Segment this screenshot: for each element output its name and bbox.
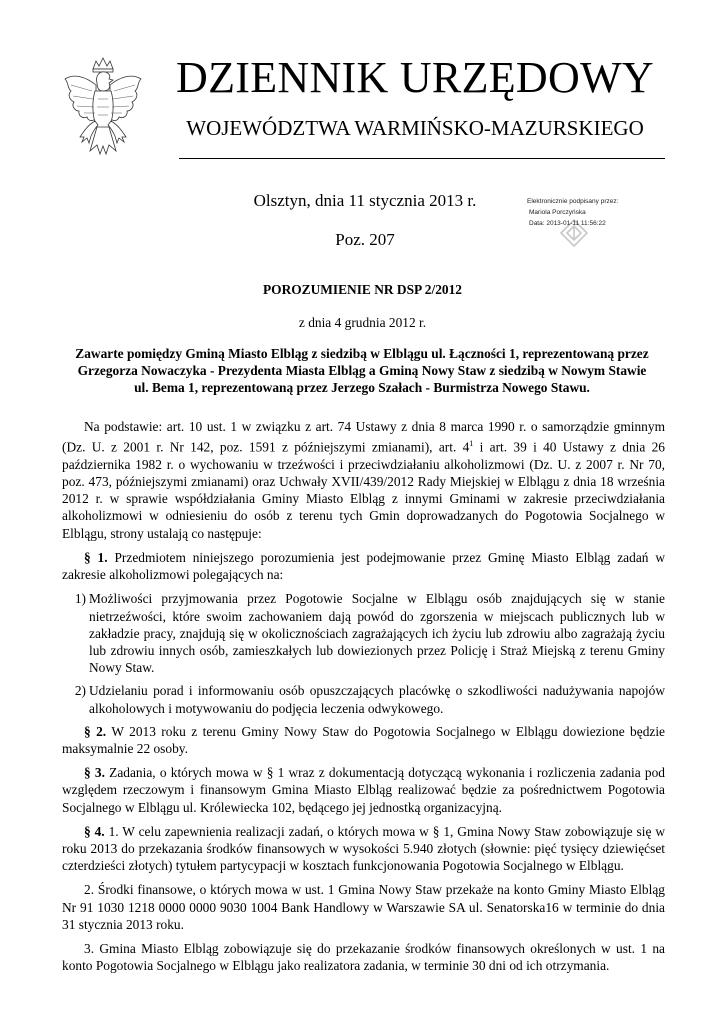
signature-label: Elektronicznie podpisany przez: (527, 198, 619, 205)
signature-name: Mariola Porczyńska (529, 209, 586, 216)
section-mark: § 4. (84, 823, 105, 839)
section-2: § 2. W 2013 roku z terenu Gminy Nowy Staw do Pogotowia Socjalnego w Elblągu dowiezione będzie maksymalnie 22 osoby. (62, 723, 665, 756)
section-mark: § 1. (84, 549, 108, 565)
list-number: 2) (74, 683, 86, 699)
list-text: Możliwości przyjmowania przez Pogotowie Socjalne w Elblągu osób znajdujących się w stanie nietrzeźwości, które swoim zachowaniem dają powód do zgorszenia w miejscach publicznych lub w zakładzie pracy, znajdują się w okolicznościach zagrażających ich życiu lub zdrowiu albo zagrażają życiu lub zdrowiu innych osób, zamieszkałych lub dowiezionych przez Policję i Straż Miejską z terenu Gminy Nowy Staw. (89, 591, 665, 676)
section-mark: § 2. (84, 723, 107, 739)
electronic-signature (527, 196, 677, 256)
position-number: Poz. 207 (335, 230, 395, 249)
document-title: POROZUMIENIE NR DSP 2/2012 (262, 282, 462, 297)
legal-basis-paragraph: Na podstawie: art. 10 ust. 1 w związku z art. 74 Ustawy z dnia 8 marca 1990 r. o samorządzie gminnym (Dz. U. z 2001 r. Nr 142, poz. 1591 z późniejszymi zmianami), art. $4^1$ i art. 39 i 40 Ustawy z dnia 26 października 1982 r. o wychowaniu w trzeźwości i przeciwdziałaniu alkoholizmowi (Dz. U. z 2007 r. Nr 70, poz. 473, późniejszymi zmianami) oraz Uchwały XVII/439/2012 Rady Miejskiej w Elblągu z dnia 18 września 2012 r. w sprawie współdziałania Gminy Miasto Elbląg z innymi Gminami w zakresie przeciwdziałania alkoholizmowi w odniesieniu do osób z terenu tych Gmin doprowadzanych do Pogotowia Socjalnego w Elblągu, strony ustalają co następuje: (62, 419, 666, 541)
place-and-date: Olsztyn, dnia 11 stycznia 2013 r. (253, 191, 477, 210)
section-3: § 3. Zadania, o których mowa w § 1 wraz z dokumentacją dotyczącą wykonania i rozliczenia zadania pod względem rzeczowym i finansowym Gmina Miasto Elbląg realizować będzie za pośrednictwem Pogotowia Socjalnego w Elblągu ul. Królewiecka 102, będącego jej jednostką organizacyjną. (62, 765, 665, 815)
list-item (62, 590, 665, 676)
list-text: Udzielaniu porad i informowaniu osób opuszczających placówkę o szkodliwości nadużywania napojów alkoholowych i motywowaniu do podjęcia leczenia odwykowego. (89, 683, 665, 716)
section-4-paragraph-3: 3. Gmina Miasto Elbląg zobowiązuje się do przekazanie środków finansowych określonych w ust. 1 na konto Pogotowia Socjalnego w Elblągu jako realizatora zadania, w terminie 30 dni od ich otrzymania. (62, 940, 665, 974)
header-divider (179, 158, 665, 159)
section-4: § 4. 1. W celu zapewnienia realizacji zadań, o których mowa w § 1, Gmina Nowy Staw zobowiązuje się w roku 2013 do przekazania środków finansowych w wysokości 5.940 złotych (słownie: pięć tysięcy dziewięćset czterdzieści złotych) tytułem partycypacji w kosztach funkcjonowania Pogotowia Socjalnego w Elblągu. (62, 823, 665, 874)
document-date: z dnia 4 grudnia 2012 r. (298, 315, 427, 330)
list-item (62, 682, 665, 716)
eagle-emblem-icon (62, 55, 144, 163)
journal-subtitle: WOJEWÓDZTWA WARMIŃSKO-MAZURSKIEGO (186, 116, 644, 140)
journal-title: DZIENNIK URZĘDOWY (176, 53, 654, 102)
parties-intro: Zawarte pomiędzy Gminą Miasto Elbląg z siedzibą w Elblągu ul. Łączności 1, reprezentowaną przez Grzegorza Nowaczyka - Prezydenta Miasta Elbląg a Gminą Nowy Staw z siedzibą w Nowym Stawie ul. Bema 1, reprezentowaną przez Jerzego Szałach - Burmistrza Nowego Stawu. (75, 346, 649, 395)
section-mark: § 3. (84, 765, 105, 781)
signature-date: Data: 2013-01-11 11:56:22 (529, 220, 606, 227)
section-1: § 1. Przedmiotem niniejszego porozumienia jest podejmowanie przez Gminę Miasto Elbląg zadań w zakresie alkoholizmowi polegających na: (62, 549, 665, 583)
section-4-paragraph-2: 2. Środki finansowe, o których mowa w ust. 1 Gmina Nowy Staw przekaże na konto Gminy Miasto Elbląg Nr 91 1030 1218 0000 0000 9030 1004 Bank Handlowy w Warszawie SA ul. Senatorska16 w terminie do dnia 31 stycznia 2013 roku. (62, 882, 665, 932)
document-body (62, 418, 665, 981)
list-number: 1) (74, 591, 86, 607)
superscript: 1 (469, 439, 474, 449)
